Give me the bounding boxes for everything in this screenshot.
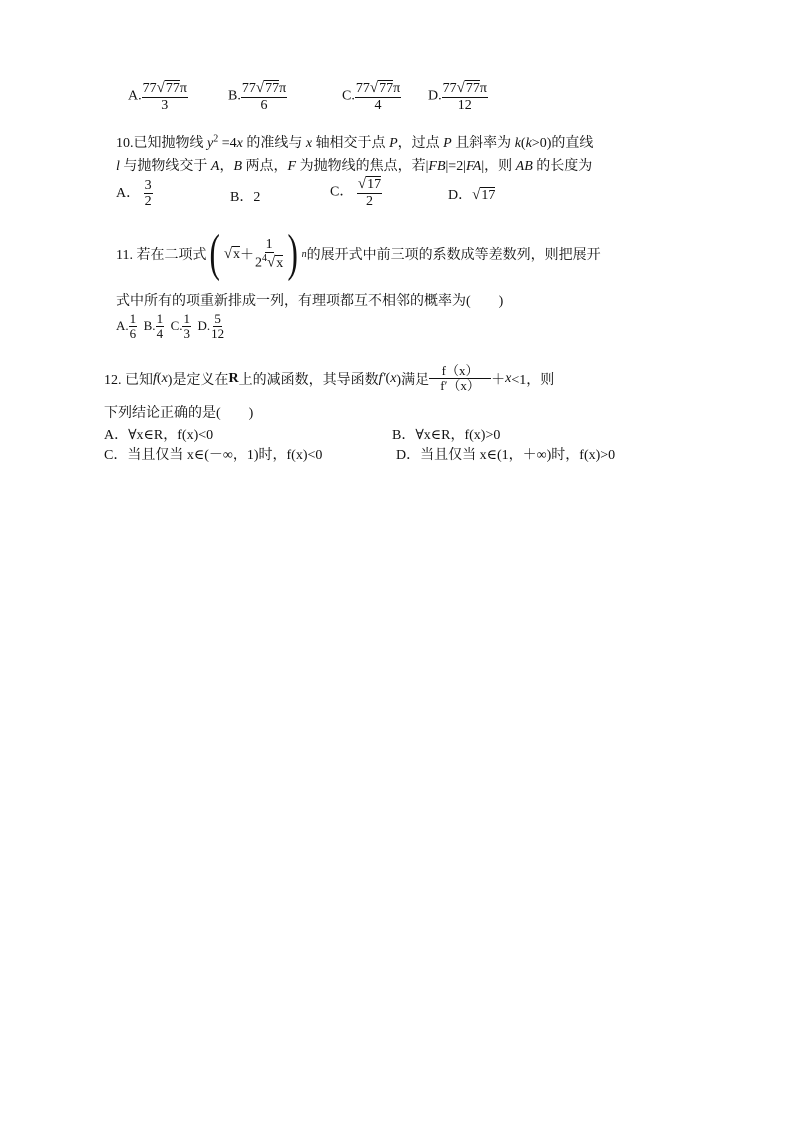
text: ( [156, 370, 162, 386]
den: 12 [211, 326, 225, 342]
q10-line-1 [116, 132, 593, 152]
text: 11. 若在二项式 [116, 248, 207, 263]
var: F [287, 159, 297, 174]
text: |，则 [481, 159, 516, 174]
var: x [236, 136, 243, 151]
label: A. [116, 317, 129, 333]
q9-b-rad: 77 [265, 81, 280, 96]
q9-d-fraction: $\frac{77√77\pi}{12}$ [442, 80, 487, 113]
num: 5 [214, 311, 221, 326]
var: P [389, 136, 398, 151]
text: ＋ [491, 372, 506, 388]
q9-option-c [342, 80, 401, 113]
q9-option-a [128, 80, 188, 113]
var: P [443, 136, 452, 151]
den: 2 [365, 193, 373, 209]
q9-c-den: 4 [374, 97, 382, 113]
var: B [233, 159, 243, 174]
text: 12. 已知 [104, 372, 153, 388]
q9-option-d [428, 80, 488, 113]
label: C. [170, 317, 183, 333]
q10-d-label: D． [448, 188, 473, 203]
var: R [228, 370, 239, 386]
text: 10.已知抛物线 [116, 136, 207, 151]
text: 与抛物线交于 [119, 159, 211, 174]
var: FA [466, 159, 482, 174]
q12-fraction [429, 364, 491, 394]
text: 轴相交于点 [312, 136, 390, 151]
text: <1，则 [511, 372, 555, 388]
q9-d-coef: 77 [442, 81, 457, 96]
text: 为抛物线的焦点，若| [296, 159, 429, 174]
text: 上的减函数，其导函数 [238, 372, 379, 388]
q12-option-d: D．当且仅当 x∈(1，＋∞)时，f(x)>0 [396, 448, 616, 463]
q9-b-pi: π [279, 81, 287, 96]
q10-a-fraction [144, 178, 153, 210]
num: f（x） [429, 364, 491, 379]
q9-c-fraction: $\frac{77√77\pi}{4}$ [355, 80, 401, 113]
q9-a-den: 3 [161, 97, 169, 113]
q9-b-label: B. [228, 88, 241, 104]
q11-line-2: 式中所有的项重新排成一列，有理项都互不相邻的概率为( ) [116, 294, 504, 309]
q9-a-rad: 77 [165, 81, 180, 96]
label: B. [143, 317, 156, 333]
q11-options [116, 312, 225, 342]
q9-a-coef: 77 [142, 81, 157, 96]
var: f [153, 370, 157, 386]
left-paren: ( [209, 225, 221, 282]
q9-b-den: 6 [260, 97, 268, 113]
q9-c-rad: 77 [379, 81, 394, 96]
num: 1 [183, 311, 190, 326]
text: |=2| [445, 159, 467, 174]
q9-option-b [228, 80, 287, 113]
den: 6 [129, 326, 137, 342]
q9-d-rad: 77 [465, 81, 480, 96]
q12-line-1 [104, 364, 554, 394]
q9-a-fraction: $\frac{77√77\pi}{3}$ [142, 80, 187, 113]
text: 两点， [242, 159, 288, 174]
sup: 2 [213, 133, 219, 145]
coef: 2 [255, 255, 263, 271]
den: 3 [183, 326, 190, 342]
den: 2 [144, 194, 152, 210]
var: x [305, 136, 313, 151]
q10-option-d: D．√17 [448, 187, 496, 203]
q9-d-den: 12 [457, 97, 472, 113]
q10-option-b [230, 186, 260, 206]
q12-line-2: 下列结论正确的是( ) [104, 406, 254, 421]
var: AB [515, 159, 533, 174]
var: f′ [378, 370, 386, 386]
q11-fraction: $\frac{1}{2^4√x}$ [255, 236, 284, 271]
q10-b-label: B． [230, 190, 254, 205]
plus: ＋ [240, 248, 255, 263]
text: 的准线与 [242, 136, 306, 151]
num: 1 [156, 311, 164, 326]
q10-c-fraction: $\frac{√17}{2}$ [357, 176, 382, 209]
text: =4 [218, 136, 237, 151]
den: 4 [156, 326, 164, 342]
q12-option-c: C．当且仅当 x∈(－∞，1)时，f(x)<0 [104, 448, 323, 463]
q9-a-pi: π [179, 81, 187, 96]
num: 1 [129, 311, 137, 326]
var: x [161, 370, 168, 386]
right-paren: ) [287, 225, 299, 282]
q10-option-c [330, 176, 382, 209]
q9-d-label: D. [428, 88, 442, 104]
q9-d-pi: π [479, 81, 487, 96]
text: 且斜率为 [451, 136, 515, 151]
text: 的长度为 [532, 159, 593, 174]
q10-a-label: A． [116, 186, 141, 202]
var: l [116, 159, 120, 174]
num: 1 [265, 236, 273, 252]
var: y [207, 136, 214, 151]
var: x [505, 370, 512, 386]
text: >0)的直线 [531, 136, 594, 151]
text: ( [385, 370, 391, 386]
text: 的展开式中前三项的系数成等差数列，则把展开 [306, 248, 601, 263]
sqrt-x: x [233, 246, 241, 262]
q9-c-label: C. [342, 88, 355, 104]
var: x [390, 370, 397, 386]
q12-option-a: A．∀x∈R，f(x)<0 [104, 428, 214, 443]
q10-d-rad: 17 [481, 188, 496, 203]
q10-b-value: 2 [253, 190, 261, 205]
text: ， [219, 159, 234, 174]
rad: 17 [367, 177, 382, 192]
num: 3 [144, 178, 152, 193]
q9-a-label: A. [128, 88, 142, 104]
q9-c-pi: π [393, 81, 401, 96]
exponent-n: n [301, 248, 307, 260]
rad: x [276, 255, 284, 271]
q12-option-b: B．∀x∈R，f(x)>0 [392, 428, 501, 443]
text: )是定义在 [167, 372, 229, 388]
q10-line-2 [116, 155, 592, 175]
var: FB [428, 159, 446, 174]
q9-b-fraction: $\frac{77√77\pi}{6}$ [241, 80, 287, 113]
q11-line-1: 11. 若在二项式 ( √ x ＋ $\frac{1}{2^4√x}$ ) n 的展开式中前三项的系数成等差数列，则把展开 [116, 225, 601, 282]
var: k [525, 136, 532, 151]
text: ，过点 [397, 136, 444, 151]
text: ( [520, 136, 526, 151]
q10-c-label: C． [330, 184, 354, 200]
q9-c-coef: 77 [355, 81, 370, 96]
q10-option-a [116, 178, 153, 210]
root-index: 4 [262, 253, 268, 265]
text: )满足 [396, 372, 430, 388]
q9-b-coef: 77 [241, 81, 256, 96]
var: k [514, 136, 521, 151]
var: A [210, 159, 220, 174]
den: f′（x） [440, 378, 480, 394]
label: D. [197, 317, 211, 333]
